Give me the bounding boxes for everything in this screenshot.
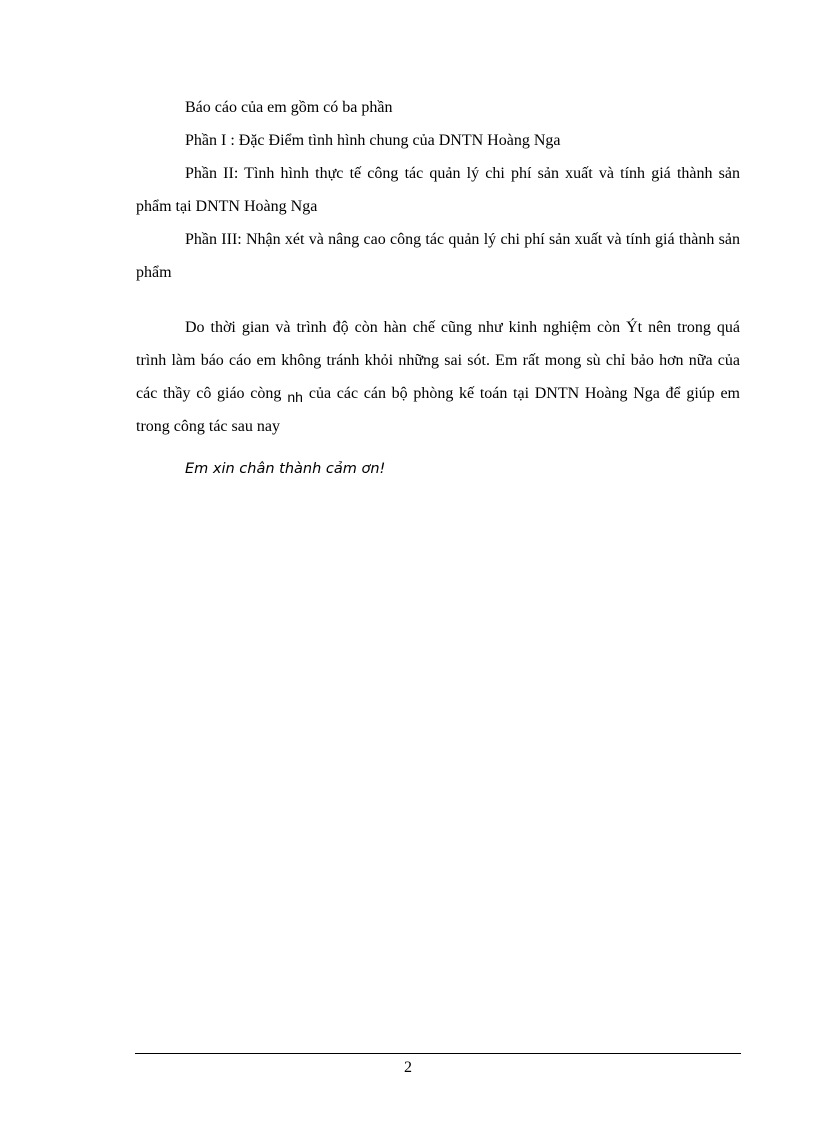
part-1-line: Phần I : Đặc Điểm tình hình chung của DNTN Hoàng Nga	[185, 132, 561, 149]
thanks-paragraph	[136, 311, 740, 443]
thanks-text-before: Do thời gian và trình độ còn hàn chế cũng như kinh nghiệm còn Ýt nên trong quá trình làm báo cáo em không tránh khỏi những sai sót. Em rất mong sù chỉ bảo hơn nữa của các thầy cô giáo còng	[136, 319, 740, 402]
part-3-paragraph: Phần III: Nhận xét và nâng cao công tác quản lý chi phí sản xuất và tính giá thành sản phẩm	[136, 231, 740, 281]
intro-line: Báo cáo của em gồm có ba phần	[185, 99, 393, 116]
closing-line: Em xin chân thành cảm ơn!	[185, 461, 386, 477]
inline-fragment: nh	[287, 389, 303, 405]
page-number: 2	[404, 1059, 412, 1076]
part-2-paragraph: Phần II: Tình hình thực tế công tác quản lý chi phí sản xuất và tính giá thành sản phẩm tại DNTN Hoàng Nga	[136, 165, 740, 215]
thanks-text-after: của các cán bộ phòng kế toán tại DNTN Hoàng Nga để giúp em trong công tác sau nay	[136, 385, 740, 435]
footer-divider	[135, 1053, 741, 1054]
